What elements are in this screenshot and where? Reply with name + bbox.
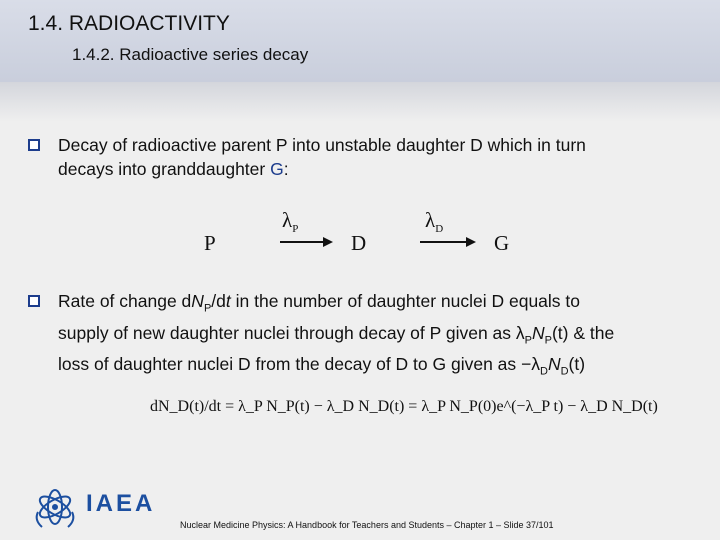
lambda-d bbox=[425, 208, 443, 235]
b2-l1-sub: P bbox=[203, 302, 212, 315]
b2-l1-a: Rate of change d bbox=[58, 291, 192, 311]
b2-l3-sub1: D bbox=[540, 365, 548, 378]
granddaughter-g-scheme: G bbox=[494, 231, 510, 255]
arrowhead-p-to-d bbox=[323, 237, 333, 247]
bullet-1-line-2-prefix: decays into granddaughter bbox=[58, 159, 271, 179]
arrow-d-to-g bbox=[420, 241, 468, 243]
b2-l2-lambda: λ bbox=[515, 322, 525, 343]
slide-subtitle: 1.4.2. Radioactive series decay bbox=[72, 45, 309, 64]
b2-l2-sub1: P bbox=[524, 334, 532, 346]
b2-l1-b: /d bbox=[211, 291, 226, 311]
bullet-2-line-1 bbox=[58, 289, 614, 321]
slide-title: 1.4. RADIOACTIVITY bbox=[28, 12, 230, 35]
iaea-logo-icon bbox=[30, 482, 80, 532]
b2-l1-n: N bbox=[191, 291, 204, 311]
header-shadow bbox=[0, 82, 720, 122]
lambda-p-symbol: λ bbox=[282, 208, 293, 232]
bullet-1-text bbox=[58, 133, 586, 181]
slide-footer: Nuclear Medicine Physics: A Handbook for Teachers and Students – Chapter 1 – Slide 37/101 bbox=[180, 520, 554, 530]
b2-l1-c: in the number of daughter nuclei D equals to bbox=[230, 291, 581, 311]
equation: dN_D(t)/dt = λ_P N_P(t) − λ_D N_D(t) = λ_P N_P(0)e^(−λ_P t) − λ_D N_D(t) bbox=[150, 398, 658, 415]
b2-l3-sub2: D bbox=[560, 365, 569, 378]
parent-p: P bbox=[204, 231, 216, 255]
bullet-icon bbox=[28, 295, 40, 307]
bullet-1-line-2-suffix: : bbox=[283, 159, 289, 179]
lambda-p bbox=[282, 208, 298, 235]
granddaughter-g: G bbox=[270, 159, 284, 179]
b2-l3-a: loss of daughter nuclei D from the decay of D to G given as bbox=[58, 354, 522, 374]
bullet-1-line-2 bbox=[58, 157, 586, 181]
lambda-d-sub: D bbox=[435, 223, 444, 236]
bullet-icon bbox=[28, 139, 40, 151]
b2-l2-b: (t) & the bbox=[551, 322, 615, 343]
b2-l3-lambda: −λ bbox=[521, 354, 540, 374]
bullet-2-line-3 bbox=[58, 352, 614, 384]
lambda-d-symbol: λ bbox=[425, 208, 436, 232]
b2-l3-b: (t) bbox=[568, 354, 586, 374]
arrow-p-to-d bbox=[280, 241, 325, 243]
lambda-p-sub: P bbox=[292, 223, 299, 236]
b2-l2-n: N bbox=[532, 322, 545, 343]
daughter-d: D bbox=[351, 231, 367, 255]
b2-l2-a: supply of new daughter nuclei through decay of P given as bbox=[58, 322, 516, 343]
b2-l3-n: N bbox=[547, 354, 561, 374]
bullet-2-text bbox=[58, 289, 614, 384]
b2-l2-sub2: P bbox=[544, 334, 552, 346]
bullet-2-line-2 bbox=[58, 321, 614, 353]
arrowhead-d-to-g bbox=[466, 237, 476, 247]
b2-l1-t: t bbox=[225, 291, 231, 311]
bullet-1-line-1: Decay of radioactive parent P into unstable daughter D which in turn bbox=[58, 135, 586, 155]
iaea-logo-text: IAEA bbox=[86, 490, 156, 517]
